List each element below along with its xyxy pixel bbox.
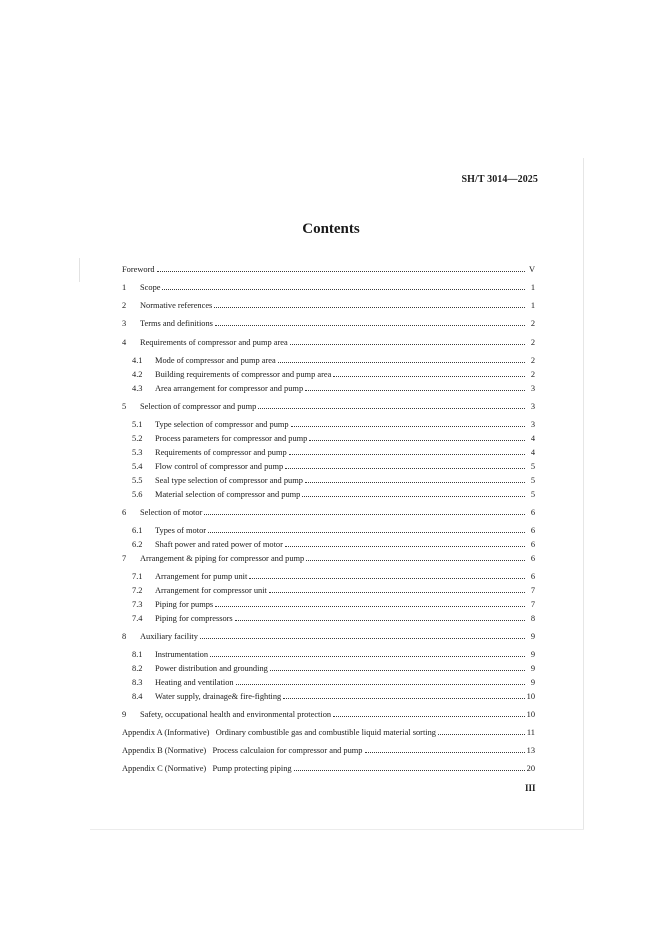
toc-number: 5 [122,401,127,411]
toc-title: Safety, occupational health and environmental protection [140,709,332,719]
dot-leader [289,454,525,455]
toc-page-number: 9 [530,677,535,687]
toc-page-number: 5 [530,489,535,499]
toc-title: Water supply, drainage& fire-fighting [155,691,282,701]
dot-leader [302,496,525,497]
toc-subentry[interactable] [132,583,535,595]
toc-entry[interactable] [122,298,535,310]
toc-entry[interactable] [122,551,535,563]
dot-leader [285,468,525,469]
dot-leader [269,592,525,593]
toc-title: Terms and definitions [140,319,213,328]
toc-page-number: 3 [530,419,535,429]
toc-number: 5.6 [132,489,143,499]
toc-number: 5.1 [132,419,143,429]
dot-leader [204,514,525,515]
toc-number: 6 [122,507,127,517]
toc-title: Heating and ventilation [155,677,234,687]
toc-title: Scope [140,282,161,292]
toc-page-number: 6 [530,571,535,581]
toc-page-number: 1 [530,282,535,292]
toc-title: Auxiliary facility [140,631,198,641]
toc-subentry[interactable] [132,473,535,485]
toc-subentry[interactable] [132,537,535,549]
toc-subentry[interactable] [132,611,535,623]
toc-title: Appendix A (Informative) Ordinary combustible gas and combustible liquid material sorting [122,727,436,737]
scan-edge-right [583,158,584,830]
dot-leader [200,638,525,639]
toc-title: Mode of compressor and pump area [155,355,276,365]
toc-page-number: 2 [530,319,535,328]
toc-title: Flow control of compressor and pump [155,461,284,471]
toc-number: 6.1 [132,525,143,535]
toc-number: 7 [122,553,127,563]
toc-page-number: 6 [530,539,535,549]
toc-page-number: 8 [530,613,535,623]
dot-leader [306,560,525,561]
toc-page-number: 1 [530,300,535,310]
dot-leader [270,670,525,671]
dot-leader [208,532,525,533]
toc-title: Power distribution and grounding [155,663,268,673]
toc-number: 8 [122,631,127,641]
toc-title: Requirements of compressor and pump area [140,337,288,347]
toc-entry[interactable] [122,629,535,641]
toc-page-number: 7 [530,599,535,609]
toc-subentry[interactable] [132,689,535,701]
dot-leader [333,376,525,377]
toc-subentry[interactable] [132,459,535,471]
toc-number: 4.1 [132,355,143,365]
toc-subentry[interactable] [132,487,535,499]
dot-leader [157,271,525,272]
toc-page-number: 7 [530,585,535,595]
toc-subentry[interactable] [132,523,535,535]
toc-page-number: V [528,265,535,274]
dot-leader [294,770,525,771]
toc-entry[interactable] [122,399,535,411]
toc-title: Appendix C (Normative) Pump protecting piping [122,763,292,773]
toc-title: Process parameters for compressor and pump [155,433,308,443]
dot-leader [278,362,525,363]
dot-leader [285,546,525,547]
toc-title: Arrangement for compressor unit [155,585,267,595]
toc-number: 5.2 [132,433,143,443]
dot-leader [283,698,524,699]
toc-title: Piping for compressors [155,613,233,623]
page-number: III [525,783,536,793]
toc-number: 3 [122,319,127,328]
toc-title: Shaft power and rated power of motor [155,539,283,549]
toc-entry[interactable] [122,743,535,755]
dot-leader [290,344,525,345]
toc-title: Instrumentation [155,649,209,659]
dot-leader [258,408,525,409]
dot-leader [236,684,525,685]
toc-number: 4 [122,337,127,347]
toc-title: Piping for pumps [155,599,214,609]
dot-leader [215,325,525,326]
toc-entry[interactable] [122,761,535,773]
dot-leader [438,734,525,735]
toc-number: 8.3 [132,677,143,687]
toc-title: Building requirements of compressor and pump area [155,369,332,379]
toc-subentry[interactable] [132,381,535,393]
scan-edge-left [79,258,80,282]
toc-page-number: 11 [526,727,535,737]
toc-entry[interactable] [122,707,535,719]
dot-leader [214,307,525,308]
page-title: Contents [302,221,360,237]
toc-entry[interactable] [122,335,535,347]
toc-title: Area arrangement for compressor and pump [155,383,304,393]
toc-number: 6.2 [132,539,143,549]
toc-page-number: 5 [530,475,535,485]
toc-number: 5.3 [132,447,143,457]
toc-number: 8.4 [132,691,143,701]
toc-subentry[interactable] [132,367,535,379]
toc-page-number: 9 [530,649,535,659]
toc-subentry[interactable] [132,445,535,457]
dot-leader [305,390,525,391]
dot-leader [210,656,525,657]
toc-page-number: 10 [526,709,535,719]
toc-title: Types of motor [155,525,207,535]
toc-title: Material selection of compressor and pump [155,489,301,499]
toc-subentry[interactable] [132,597,535,609]
toc-page-number: 4 [530,447,535,457]
toc-page-number: 9 [530,663,535,673]
dot-leader [309,440,525,441]
toc-title: Type selection of compressor and pump [155,419,289,429]
dot-leader [235,620,525,621]
toc-number: 7.1 [132,571,143,581]
toc-number: 7.3 [132,599,143,609]
toc-page-number: 6 [530,553,535,563]
dot-leader [291,426,525,427]
toc-page-number: 6 [530,525,535,535]
toc-entry[interactable] [122,280,535,292]
toc-subentry[interactable] [132,353,535,365]
dot-leader [249,578,525,579]
dot-leader [305,482,525,483]
toc-subentry[interactable] [132,431,535,443]
toc-subentry[interactable] [132,675,535,687]
toc-title: Arrangement & piping for compressor and pump [140,553,305,563]
dot-leader [215,606,525,607]
toc-page-number: 20 [526,763,535,773]
toc-page-number: 2 [530,337,535,347]
toc-number: 8.2 [132,663,143,673]
toc-number: 8.1 [132,649,143,659]
toc-entry[interactable] [122,725,535,737]
toc-entry[interactable] [122,505,535,517]
toc-page-number: 3 [530,383,535,393]
toc-number: 9 [122,709,127,719]
toc-title: Requirements of compressor and pump [155,447,287,457]
toc-subentry[interactable] [132,661,535,673]
scan-edge-bottom [90,829,584,830]
toc-title: Arrangement for pump unit [155,571,248,581]
toc-number: 7.4 [132,613,143,623]
toc-title: Appendix B (Normative) Process calculaion for compressor and pump [122,745,363,755]
toc-subentry[interactable] [132,417,535,429]
toc-page-number: 3 [530,401,535,411]
toc-page-number: 10 [526,691,535,701]
toc-number: 2 [122,300,127,310]
toc-title: Selection of motor [140,507,203,517]
toc-title: Normative references [140,300,213,310]
toc-page-number: 13 [526,745,535,755]
toc-number: 1 [122,282,127,292]
toc-number: 4.3 [132,383,143,393]
dot-leader [333,716,525,717]
toc-number: 4.2 [132,369,143,379]
toc-title: Selection of compressor and pump [140,401,257,411]
standard-code: SH/T 3014—2025 [461,174,538,185]
toc-number: 5.4 [132,461,143,471]
toc-entry[interactable] [122,316,535,328]
toc-page-number: 5 [530,461,535,471]
toc-subentry[interactable] [132,569,535,581]
toc-title: Seal type selection of compressor and pump [155,475,303,485]
toc-entry[interactable] [122,262,535,274]
toc-number: 5.5 [132,475,143,485]
toc-page-number: 6 [530,507,535,517]
toc-page-number: 2 [530,369,535,379]
toc-subentry[interactable] [132,647,535,659]
toc-title: Foreword [122,265,155,274]
toc-number: 7.2 [132,585,143,595]
toc-page-number: 2 [530,355,535,365]
toc-page-number: 4 [530,433,535,443]
dot-leader [162,289,525,290]
toc-page-number: 9 [530,631,535,641]
dot-leader [365,752,525,753]
